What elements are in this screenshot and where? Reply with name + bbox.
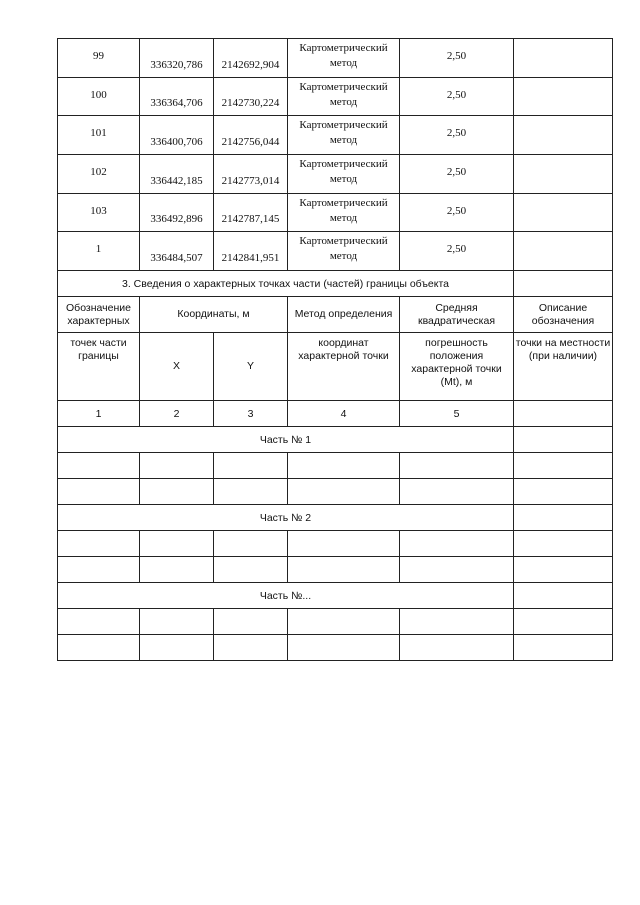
header-designation-bottom: точек части границы — [58, 333, 140, 401]
point-method: Картометрический метод — [288, 193, 400, 232]
column-number: 5 — [400, 401, 514, 427]
point-number: 101 — [58, 116, 140, 155]
empty-cell — [214, 635, 288, 661]
part-row — [58, 505, 613, 531]
part-row — [58, 427, 613, 453]
point-x: 336400,706 — [140, 116, 214, 155]
point-row — [58, 77, 613, 116]
point-method: Картометрический метод — [288, 232, 400, 271]
part-label-empty — [514, 505, 613, 531]
point-description — [514, 116, 613, 155]
empty-row — [58, 635, 613, 661]
empty-row — [58, 453, 613, 479]
header-y: Y — [214, 333, 288, 401]
empty-cell — [514, 609, 613, 635]
point-description — [514, 77, 613, 116]
empty-cell — [58, 557, 140, 583]
empty-cell — [400, 453, 514, 479]
empty-cell — [140, 609, 214, 635]
header-x: X — [140, 333, 214, 401]
empty-cell — [288, 531, 400, 557]
point-number: 102 — [58, 155, 140, 194]
section-title-empty — [514, 271, 613, 297]
empty-row — [58, 531, 613, 557]
point-number: 99 — [58, 39, 140, 78]
empty-cell — [288, 453, 400, 479]
empty-cell — [214, 453, 288, 479]
point-precision: 2,50 — [400, 155, 514, 194]
point-method: Картометрический метод — [288, 116, 400, 155]
point-y: 2142787,145 — [214, 193, 288, 232]
header-row-bottom — [58, 333, 613, 401]
empty-cell — [514, 531, 613, 557]
header-precision-top: Средняя квадратическая — [400, 297, 514, 333]
point-row — [58, 193, 613, 232]
empty-cell — [400, 635, 514, 661]
point-row — [58, 116, 613, 155]
header-method-bottom: координат характерной точки — [288, 333, 400, 401]
coordinates-table — [57, 38, 613, 661]
empty-row — [58, 479, 613, 505]
empty-cell — [140, 453, 214, 479]
point-row — [58, 155, 613, 194]
empty-cell — [214, 557, 288, 583]
point-x: 336364,706 — [140, 77, 214, 116]
empty-cell — [400, 479, 514, 505]
empty-cell — [514, 479, 613, 505]
point-row — [58, 39, 613, 78]
point-description — [514, 155, 613, 194]
header-designation-top: Обозначение характерных — [58, 297, 140, 333]
point-y: 2142841,951 — [214, 232, 288, 271]
empty-cell — [58, 453, 140, 479]
empty-cell — [400, 557, 514, 583]
point-method: Картометрический метод — [288, 39, 400, 78]
part-label-empty — [514, 583, 613, 609]
empty-cell — [514, 635, 613, 661]
header-coords: Координаты, м — [140, 297, 288, 333]
point-precision: 2,50 — [400, 193, 514, 232]
empty-cell — [214, 531, 288, 557]
point-y: 2142756,044 — [214, 116, 288, 155]
empty-row — [58, 609, 613, 635]
empty-cell — [514, 557, 613, 583]
point-x: 336442,185 — [140, 155, 214, 194]
section-title-row — [58, 271, 613, 297]
header-method-top: Метод определения — [288, 297, 400, 333]
point-row — [58, 232, 613, 271]
header-precision-bottom: погрешность положения характерной точки (Mt), м — [400, 333, 514, 401]
column-number: 4 — [288, 401, 400, 427]
empty-cell — [288, 557, 400, 583]
point-x: 336320,786 — [140, 39, 214, 78]
empty-cell — [140, 531, 214, 557]
part-label: Часть №... — [58, 583, 514, 609]
point-x: 336492,896 — [140, 193, 214, 232]
point-precision: 2,50 — [400, 116, 514, 155]
point-description — [514, 39, 613, 78]
column-numbers-row — [58, 401, 613, 427]
column-number: 1 — [58, 401, 140, 427]
point-method: Картометрический метод — [288, 77, 400, 116]
empty-cell — [58, 609, 140, 635]
column-number: 2 — [140, 401, 214, 427]
point-precision: 2,50 — [400, 77, 514, 116]
header-description-top: Описание обозначения — [514, 297, 613, 333]
point-precision: 2,50 — [400, 39, 514, 78]
empty-cell — [400, 609, 514, 635]
point-number: 100 — [58, 77, 140, 116]
empty-cell — [214, 479, 288, 505]
empty-cell — [288, 479, 400, 505]
point-description — [514, 232, 613, 271]
point-number: 1 — [58, 232, 140, 271]
part-label-empty — [514, 427, 613, 453]
point-x: 336484,507 — [140, 232, 214, 271]
empty-cell — [58, 635, 140, 661]
empty-cell — [58, 531, 140, 557]
empty-cell — [400, 531, 514, 557]
point-method: Картометрический метод — [288, 155, 400, 194]
empty-cell — [140, 557, 214, 583]
point-y: 2142692,904 — [214, 39, 288, 78]
empty-cell — [140, 635, 214, 661]
part-label: Часть № 1 — [58, 427, 514, 453]
empty-cell — [288, 635, 400, 661]
point-precision: 2,50 — [400, 232, 514, 271]
part-label: Часть № 2 — [58, 505, 514, 531]
empty-cell — [288, 609, 400, 635]
empty-cell — [140, 479, 214, 505]
point-y: 2142773,014 — [214, 155, 288, 194]
point-y: 2142730,224 — [214, 77, 288, 116]
empty-cell — [514, 453, 613, 479]
column-number: 3 — [214, 401, 288, 427]
column-number-empty — [514, 401, 613, 427]
header-description-bottom: точки на местности (при наличии) — [514, 333, 613, 401]
point-number: 103 — [58, 193, 140, 232]
empty-cell — [214, 609, 288, 635]
empty-row — [58, 557, 613, 583]
point-description — [514, 193, 613, 232]
header-row-top — [58, 297, 613, 333]
empty-cell — [58, 479, 140, 505]
part-row — [58, 583, 613, 609]
section-title: 3. Сведения о характерных точках части (частей) границы объекта — [58, 271, 514, 297]
